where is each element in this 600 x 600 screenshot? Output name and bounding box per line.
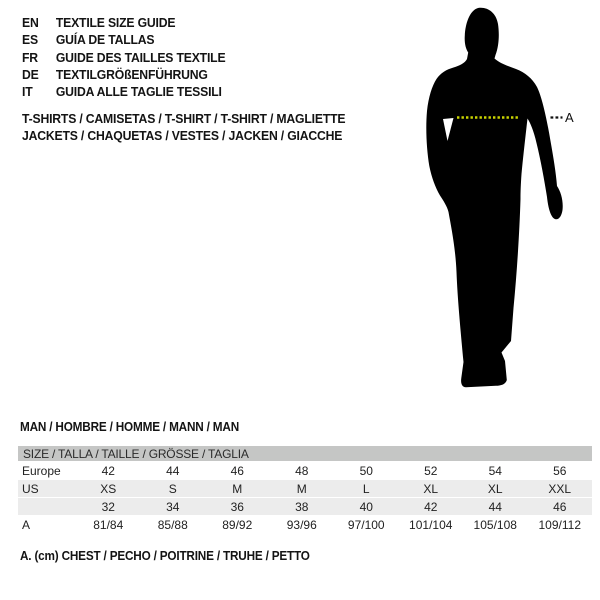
measure-label-a: A	[565, 110, 574, 125]
size-cell: 105/108	[463, 516, 528, 534]
row-label: US	[18, 480, 76, 498]
size-cell: 42	[399, 498, 464, 516]
size-cell: 50	[334, 462, 399, 480]
language-row-fr	[22, 49, 225, 66]
row-label: Europe	[18, 462, 76, 480]
language-row-it	[22, 83, 225, 100]
size-cell: S	[141, 480, 206, 498]
size-table-header: SIZE / TALLA / TAILLE / GRÖSSE / TAGLIA	[18, 446, 592, 462]
size-cell: 56	[528, 462, 593, 480]
size-cell: 52	[399, 462, 464, 480]
language-label: TEXTILGRÖßENFÜHRUNG	[55, 67, 208, 83]
language-label: TEXTILE SIZE GUIDE	[55, 15, 176, 31]
section-title-man: MAN / HOMBRE / HOMME / MANN / MAN	[20, 420, 240, 434]
size-cell: 38	[270, 498, 335, 516]
footnote-chest: A. (cm) CHEST / PECHO / POITRINE / TRUHE / PETTO	[20, 549, 310, 563]
language-code: IT	[22, 84, 33, 100]
language-code: DE	[22, 67, 39, 83]
size-cell: 46	[205, 462, 270, 480]
size-cell: XS	[76, 480, 141, 498]
language-label: GUÍA DE TALLAS	[55, 32, 155, 48]
table-row-a-chest	[18, 516, 592, 534]
figure-wrap	[410, 0, 600, 400]
size-cell: 93/96	[270, 516, 335, 534]
size-cell: 34	[141, 498, 206, 516]
language-row-en	[22, 14, 225, 31]
size-cell: 44	[141, 462, 206, 480]
size-cell: 85/88	[141, 516, 206, 534]
category-line-jackets: JACKETS / CHAQUETAS / VESTES / JACKEN / GIACCHE	[22, 128, 343, 143]
size-cell: 32	[76, 498, 141, 516]
category-list	[22, 110, 345, 144]
language-code: ES	[22, 32, 38, 48]
size-cell: 48	[270, 462, 335, 480]
language-label: GUIDA ALLE TAGLIE TESSILI	[55, 84, 222, 100]
language-row-es	[22, 31, 225, 48]
size-cell: 81/84	[76, 516, 141, 534]
size-cell: 97/100	[334, 516, 399, 534]
size-cell: XL	[463, 480, 528, 498]
size-cell: 42	[76, 462, 141, 480]
table-row-uk	[18, 498, 592, 516]
size-table	[18, 446, 592, 534]
size-cell: 44	[463, 498, 528, 516]
size-cell: XL	[399, 480, 464, 498]
category-line-tshirts: T-SHIRTS / CAMISETAS / T-SHIRT / T-SHIRT / MAGLIETTE	[22, 111, 346, 126]
man-figure-svg	[410, 0, 600, 400]
man-silhouette	[426, 8, 562, 387]
row-label: A	[18, 516, 76, 534]
size-cell: 36	[205, 498, 270, 516]
size-cell: M	[270, 480, 335, 498]
size-cell: 54	[463, 462, 528, 480]
row-label	[18, 498, 76, 516]
language-row-de	[22, 66, 225, 83]
language-label: GUIDE DES TAILLES TEXTILE	[55, 49, 226, 65]
size-cell: 89/92	[205, 516, 270, 534]
size-table-header-row	[18, 446, 592, 462]
size-cell: 40	[334, 498, 399, 516]
language-list	[22, 14, 225, 100]
size-cell: M	[205, 480, 270, 498]
size-cell: 46	[528, 498, 593, 516]
size-cell: 109/112	[528, 516, 593, 534]
language-code: FR	[22, 49, 38, 65]
size-cell: XXL	[528, 480, 593, 498]
table-row-us	[18, 480, 592, 498]
size-cell: L	[334, 480, 399, 498]
size-cell: 101/104	[399, 516, 464, 534]
table-row-europe	[18, 462, 592, 480]
language-code: EN	[22, 15, 39, 31]
